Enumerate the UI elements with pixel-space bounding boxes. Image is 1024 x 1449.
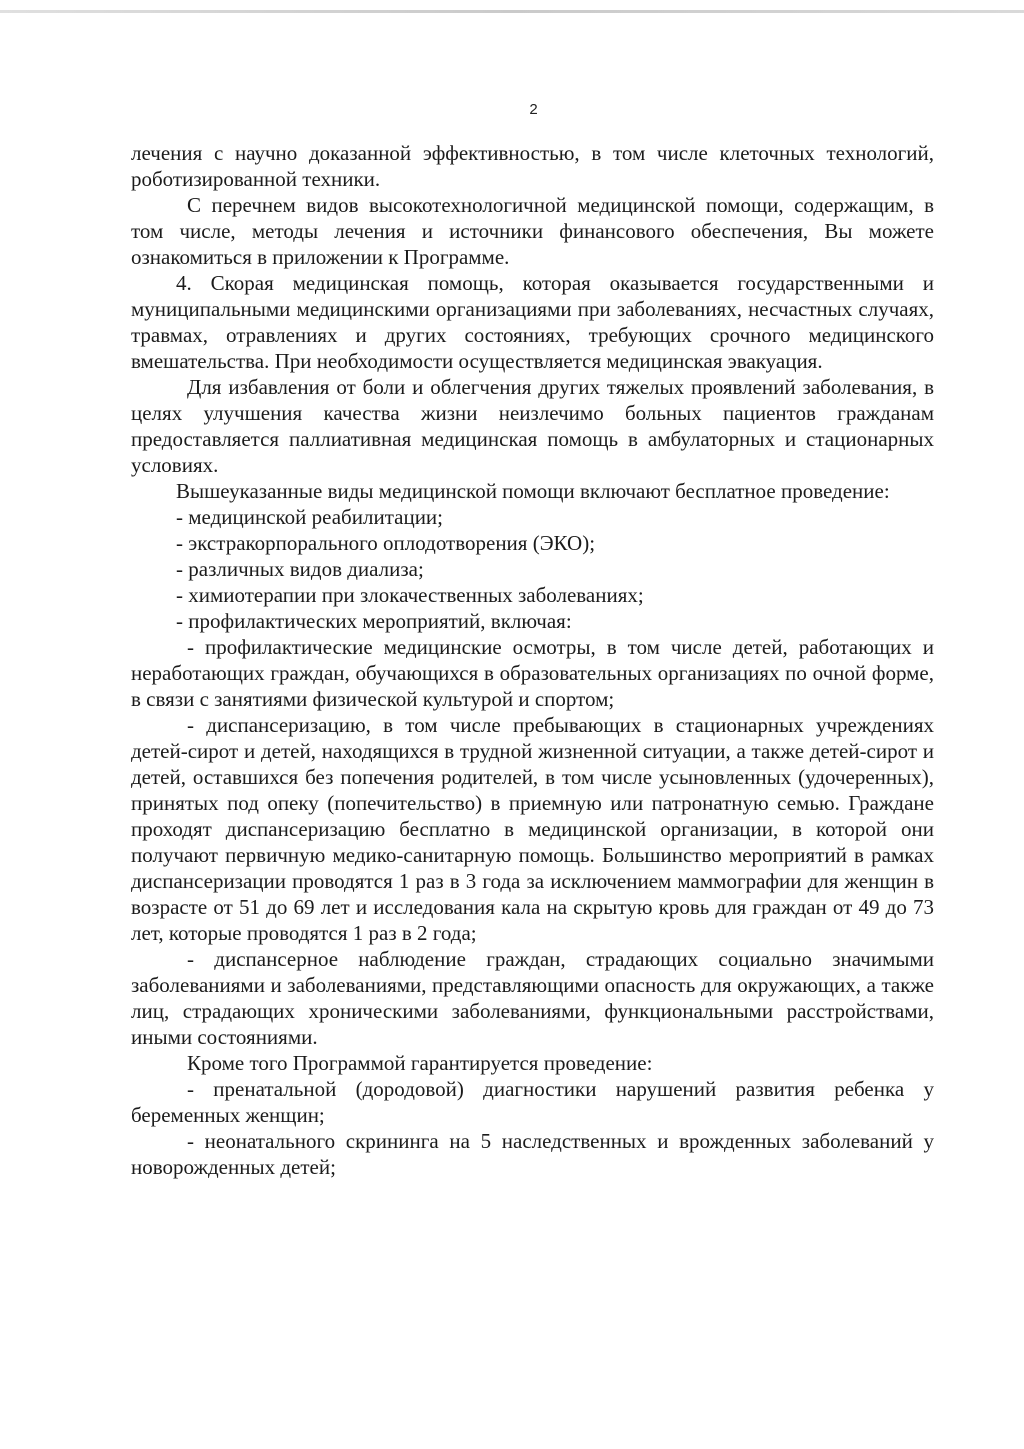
paragraph-free-services-intro: Вышеуказанные виды медицинской помощи включают бесплатное проведение: [176, 479, 890, 503]
paragraph-prenatal-diagnostics: - пренатальной (дородовой) диагностики нарушений развития ребенка у беременных женщин; [131, 1077, 934, 1127]
list-item-ivf: - экстракорпорального оплодотворения (ЭКО); [176, 531, 596, 555]
paragraph-continuation: лечения с научно доказанной эффективностью, в том числе клеточных технологий, роботизированной техники. [131, 141, 934, 191]
list-item-prevention: - профилактических мероприятий, включая: [176, 609, 572, 633]
paragraph-palliative-care: Для избавления от боли и облегчения других тяжелых проявлений заболевания, в целях улучшения качества жизни неизлечимо больных пациентов гражданам предоставляется паллиативная медицинская помощь в амбулаторных и стационарных условиях. [131, 375, 934, 477]
paragraph-emergency-care: 4. Скорая медицинская помощь, которая оказывается государственными и муниципальными медицинскими организациями при заболеваниях, несчастных случаях, травмах, отравлениях и других состояниях, требующих срочного медицинского вмешательства. При необходимости осуществляется медицинская эвакуация. [131, 271, 934, 373]
list-item-rehabilitation: - медицинской реабилитации; [176, 505, 444, 529]
paragraph-dispensary-observation: - диспансерное наблюдение граждан, страдающих социально значимыми заболеваниями и заболеваниями, представляющими опасность для окружающих, а также лиц, страдающих хроническими заболеваниями, функциональными расстройствами, иными состояниями. [131, 947, 934, 1049]
paragraph-program-guarantees: Кроме того Программой гарантируется проведение: [187, 1051, 653, 1075]
paragraph-dispensarization: - диспансеризацию, в том числе пребывающих в стационарных учреждениях детей-сирот и детей, находящихся в трудной жизненной ситуации, а также детей-сирот и детей, оставшихся без попечения родителей, в том числе усыновленных (удочеренных), принятых под опеку (попечительство) в приемную или патронатную семью. Граждане проходят диспансеризацию бесплатно в медицинской организации, в которой они получают первичную медико-санитарную помощь. Большинство мероприятий в рамках диспансеризации проводятся 1 раз в 3 года за исключением маммографии для женщин в возрасте от 51 до 69 лет и исследования кала на скрытую кровь для граждан от 49 до 73 лет, которые проводятся 1 раз в 2 года; [131, 713, 934, 945]
list-item-dialysis: - различных видов диализа; [176, 557, 424, 581]
document-page [131, 100, 934, 1180]
paragraph-preventive-exams: - профилактические медицинские осмотры, в том числе детей, работающих и неработающих граждан, обучающихся в образовательных организациях по очной форме, в связи с занятиями физической культурой и спортом; [131, 635, 934, 711]
paragraph-neonatal-screening: - неонатального скрининга на 5 наследственных и врожденных заболеваний у новорожденных детей; [131, 1129, 934, 1179]
page-number: 2 [529, 101, 538, 118]
scan-edge-line [0, 10, 1024, 13]
list-item-chemotherapy: - химиотерапии при злокачественных заболеваниях; [176, 583, 644, 607]
paragraph-high-tech-list: С перечнем видов высокотехнологичной медицинской помощи, содержащим, в том числе, методы лечения и источники финансового обеспечения, Вы можете ознакомиться в приложении к Программе. [131, 193, 934, 269]
